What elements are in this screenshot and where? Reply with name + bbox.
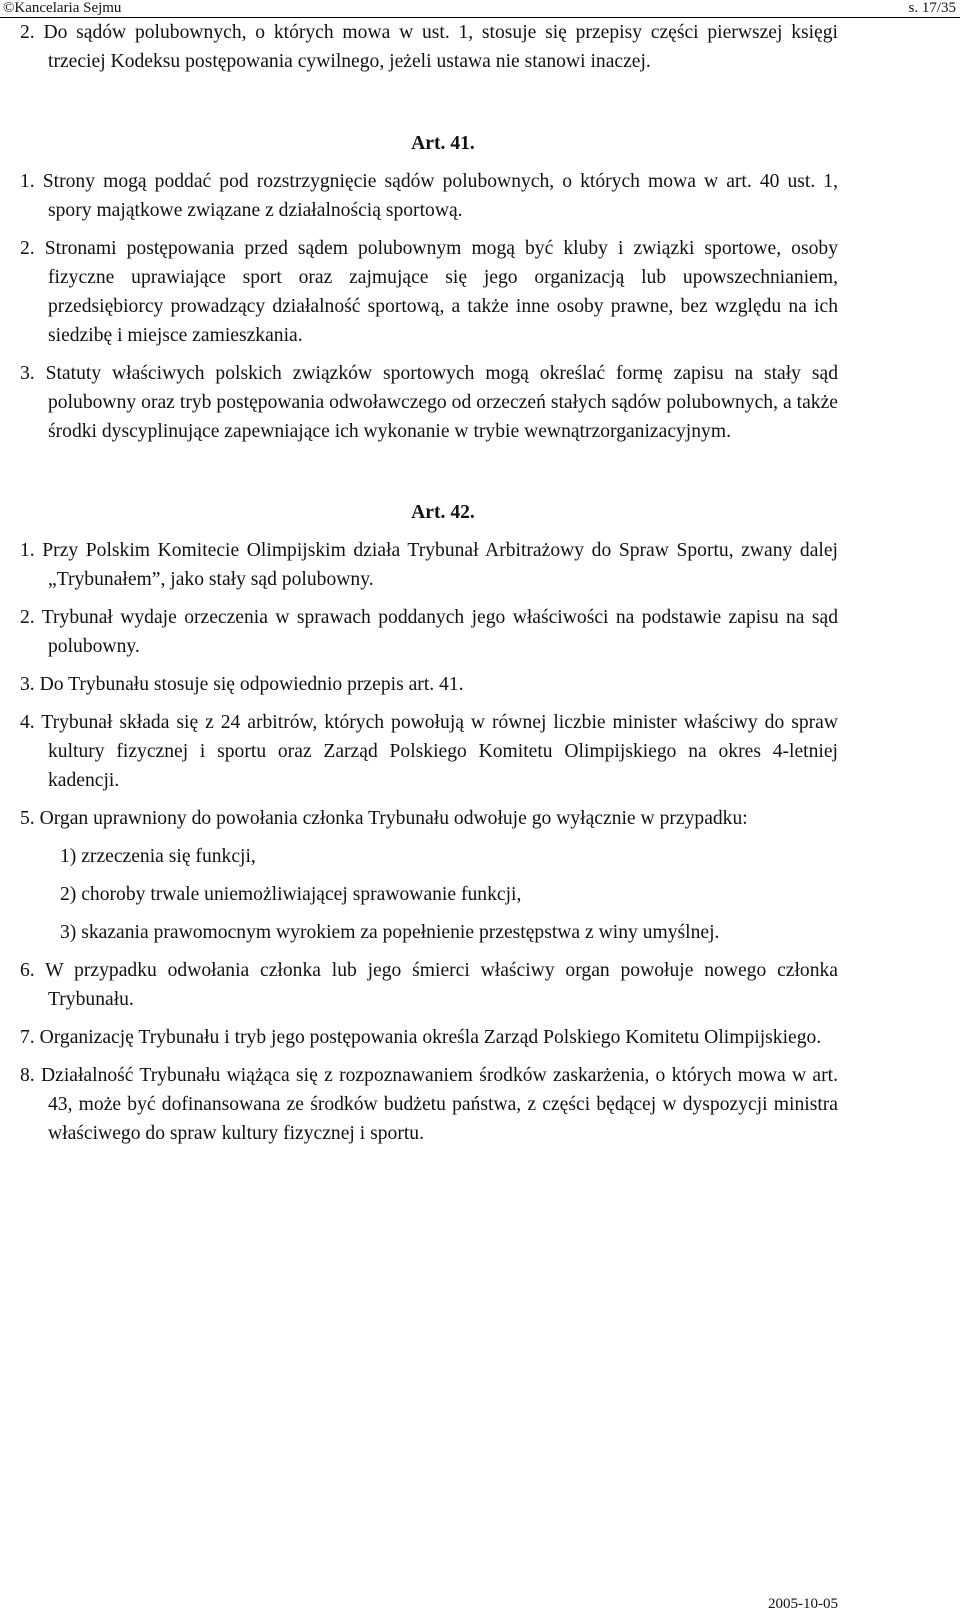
art41-para-1: 1. Strony mogą poddać pod rozstrzygnięcie sądów polubownych, o których mowa w art. 40 ust. 1, spory majątkowe związane z działalnością sportową. [20,171,838,221]
art42-title: Art. 42. [411,502,475,523]
art42-para-4: 4. Trybunał składa się z 24 arbitrów, których powołują w równej liczbie minister właściwy do spraw kultury fizycznej i sportu oraz Zarząd Polskiego Komitetu Olimpijskiego na okres 4-letniej kadencji. [20,712,838,791]
art42-para-5-item-1: 1) zrzeczenia się funkcji, [60,846,256,867]
art42-para-6: 6. W przypadku odwołania członka lub jego śmierci właściwy organ powołuje nowego członka Trybunału. [20,960,838,1010]
art42-para-1: 1. Przy Polskim Komitecie Olimpijskim działa Trybunał Arbitrażowy do Spraw Sportu, zwany dalej „Trybunałem”, jako stały sąd polubowny. [20,540,838,590]
art42-para-5: 5. Organ uprawniony do powołania członka Trybunału odwołuje go wyłącznie w przypadku: [20,808,748,829]
art42-para-2: 2. Trybunał wydaje orzeczenia w sprawach poddanych jego właściwości na podstawie zapisu na sąd polubowny. [20,607,838,657]
art41-para-2: 2. Stronami postępowania przed sądem polubownym mogą być kluby i związki sportowe, osoby fizyczne uprawiające sport oraz zajmujące się jego organizacją lub upowszechnianiem, przedsiębiorcy prowadzący działalność sportową, a także inne osoby prawne, bez względu na ich siedzibę i miejsce zamieszkania. [20,238,838,346]
art41-title: Art. 41. [411,133,475,154]
footer-date: 2005-10-05 [768,1596,838,1612]
art42-para-5-item-3: 3) skazania prawomocnym wyrokiem za popełnienie przestępstwa z winy umyślnej. [60,922,720,943]
art41-para-3: 3. Statuty właściwych polskich związków sportowych mogą określać formę zapisu na stały sąd polubowny oraz tryb postępowania odwoławczego od orzeczeń stałych sądów polubownych, a także środki dyscyplinujące zapewniające ich wykonanie w trybie wewnątrzorganizacyjnym. [20,363,838,442]
art42-para-5-item-2: 2) choroby trwale uniemożliwiającej sprawowanie funkcji, [60,884,522,905]
document-body [20,18,838,1148]
page-header [0,0,960,20]
header-page-number: s. 17/35 [908,0,956,16]
art42-para-7: 7. Organizację Trybunału i tryb jego postępowania określa Zarząd Polskiego Komitetu Olimpijskiego. [20,1027,822,1048]
header-source: ©Kancelaria Sejmu [3,0,122,16]
art42-para-8: 8. Działalność Trybunału wiążąca się z rozpoznawaniem środków zaskarżenia, o których mowa w art. 43, może być dofinansowana ze środków budżetu państwa, z części będącej w dyspozycji ministra właściwego do spraw kultury fizycznej i sportu. [20,1065,838,1144]
art40-para-2: 2. Do sądów polubownych, o których mowa w ust. 1, stosuje się przepisy części pierwszej księgi trzeciej Kodeksu postępowania cywilnego, jeżeli ustawa nie stanowi inaczej. [20,22,838,72]
art42-para-3: 3. Do Trybunału stosuje się odpowiednio przepis art. 41. [20,674,464,695]
